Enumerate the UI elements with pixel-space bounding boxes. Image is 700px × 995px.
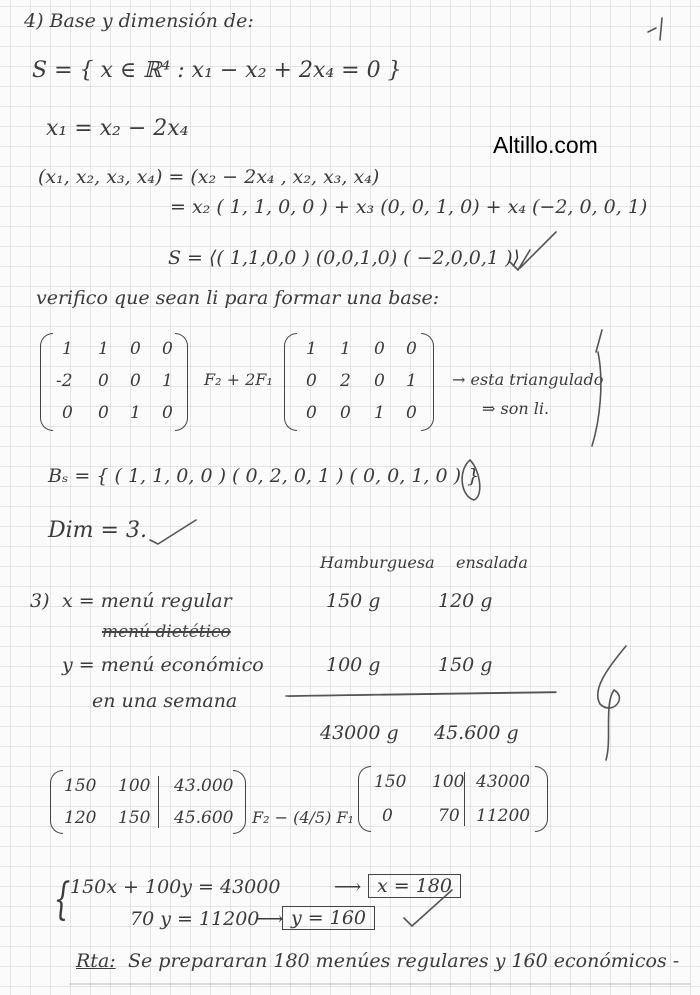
answer-label: Rta:: [76, 950, 116, 972]
check-mark-2: [150, 520, 196, 544]
aug-a-cell: 45.600: [174, 808, 234, 828]
y-definition: y = menú económico: [62, 654, 264, 676]
matrix-a-cell: 0: [162, 403, 173, 423]
matrix-a-cell: -2: [56, 371, 73, 391]
check-mark-1: [510, 232, 556, 270]
matrix-b-cell: 0: [374, 371, 385, 391]
aug-a-cell: 43.000: [174, 776, 234, 796]
header-ensalada: ensalada: [456, 553, 528, 572]
matrix-b-cell: 2: [340, 371, 351, 391]
aug-b-cell: 11200: [476, 806, 531, 826]
matrix-b-cell: 1: [306, 339, 317, 359]
matrix-a-cell: 0: [130, 339, 141, 359]
row-x-ensalada: 120 g: [438, 590, 493, 612]
arrow-1: ⟶: [334, 876, 362, 898]
header-hamburguesa: Hamburguesa: [320, 553, 435, 572]
solve-equation: x₁ = x₂ − 2x₄: [46, 116, 189, 141]
struck-text: menú dietético: [102, 622, 231, 642]
system-equation-2: 70 y = 11200: [130, 908, 260, 930]
corner-mark: [648, 18, 662, 40]
verify-text: verifico que sean li para formar una base:: [36, 287, 440, 309]
aug-a-cell: 120: [64, 808, 97, 828]
matrix-a-cell: 1: [98, 339, 109, 359]
triangulated-note: → esta triangulado: [452, 370, 604, 389]
matrix-a-cell: 0: [62, 403, 73, 423]
matrix-a-cell: 0: [98, 371, 109, 391]
matrix-b-cell: 1: [374, 403, 385, 423]
exercise4-heading: 4) Base y dimensión de:: [24, 10, 254, 32]
row-operation-2: F₂ − (4/5) F₁: [252, 808, 354, 827]
check-mark-3: [404, 890, 452, 926]
row-y-ensalada: 150 g: [438, 654, 493, 676]
li-conclusion: ⇒ son li.: [482, 399, 550, 418]
aug-a-cell: 100: [118, 776, 151, 796]
vector-expression: (x₁, x₂, x₃, x₄) = (x₂ − 2x₄ , x₂, x₃, x₄): [38, 166, 380, 188]
result-y: y = 160: [282, 906, 375, 930]
matrix-b-cell: 0: [374, 339, 385, 359]
system-equation-1: 150x + 100y = 43000: [70, 876, 281, 898]
matrix-b-cell: 0: [406, 339, 417, 359]
row-y-hamburguesa: 100 g: [326, 654, 381, 676]
result-x: x = 180: [368, 874, 461, 898]
total-hamburguesa: 43000 g: [320, 722, 399, 744]
grade-mark-2: [592, 330, 602, 446]
set-definition: S = { x ∈ ℝ⁴ : x₁ − x₂ + 2x₄ = 0 }: [32, 58, 402, 83]
aug-b-cell: 0: [382, 806, 393, 826]
matrix-a-cell: 1: [62, 339, 73, 359]
matrix-b-cell: 0: [306, 403, 317, 423]
aug-b-cell: 100: [432, 772, 465, 792]
matrix-b-cell: 0: [406, 403, 417, 423]
matrix-b-cell: 1: [406, 371, 417, 391]
arrow-2: ⟶: [256, 908, 284, 930]
exercise3-number: 3): [30, 590, 50, 612]
double-underline: [286, 692, 556, 696]
span-set: S = ⟨( 1,1,0,0 ) (0,0,1,0) ( −2,0,0,1 )⟩: [168, 247, 520, 269]
matrix-a-cell: 0: [130, 371, 141, 391]
aug-b-cell: 43000: [476, 772, 531, 792]
watermark: Altillo.com: [493, 132, 598, 158]
week-label: en una semana: [92, 690, 238, 712]
matrix-b-cell: 1: [340, 339, 351, 359]
matrix-a-cell: 1: [162, 371, 173, 391]
matrix-a-cell: 0: [98, 403, 109, 423]
aug-a-cell: 150: [118, 808, 151, 828]
vector-decomposition: = x₂ ( 1, 1, 0, 0 ) + x₃ (0, 0, 1, 0) + x₄ (−2, 0, 0, 1): [170, 196, 648, 218]
aug-b-cell: 150: [374, 772, 407, 792]
matrix-b-cell: 0: [340, 403, 351, 423]
dimension: Dim = 3.: [48, 518, 147, 543]
matrix-a-cell: 1: [130, 403, 141, 423]
row-operation-1: F₂ + 2F₁: [204, 370, 273, 389]
matrix-b-cell: 0: [306, 371, 317, 391]
aug-b-cell: 70: [438, 806, 460, 826]
row-x-hamburguesa: 150 g: [326, 590, 381, 612]
total-ensalada: 45.600 g: [434, 722, 519, 744]
basis-set: Bₛ = { ( 1, 1, 0, 0 ) ( 0, 2, 0, 1 ) ( 0, 0, 1, 0 ) }: [48, 465, 480, 487]
system-brace: {: [53, 874, 71, 925]
grade-mark-1: [462, 460, 480, 500]
answer-text: Se prepararan 180 menúes regulares y 160 económicos -: [128, 950, 680, 972]
x-definition: x = menú regular: [62, 590, 232, 612]
big-squiggle: [598, 646, 626, 760]
aug-a-cell: 150: [64, 776, 97, 796]
matrix-a-cell: 0: [162, 339, 173, 359]
